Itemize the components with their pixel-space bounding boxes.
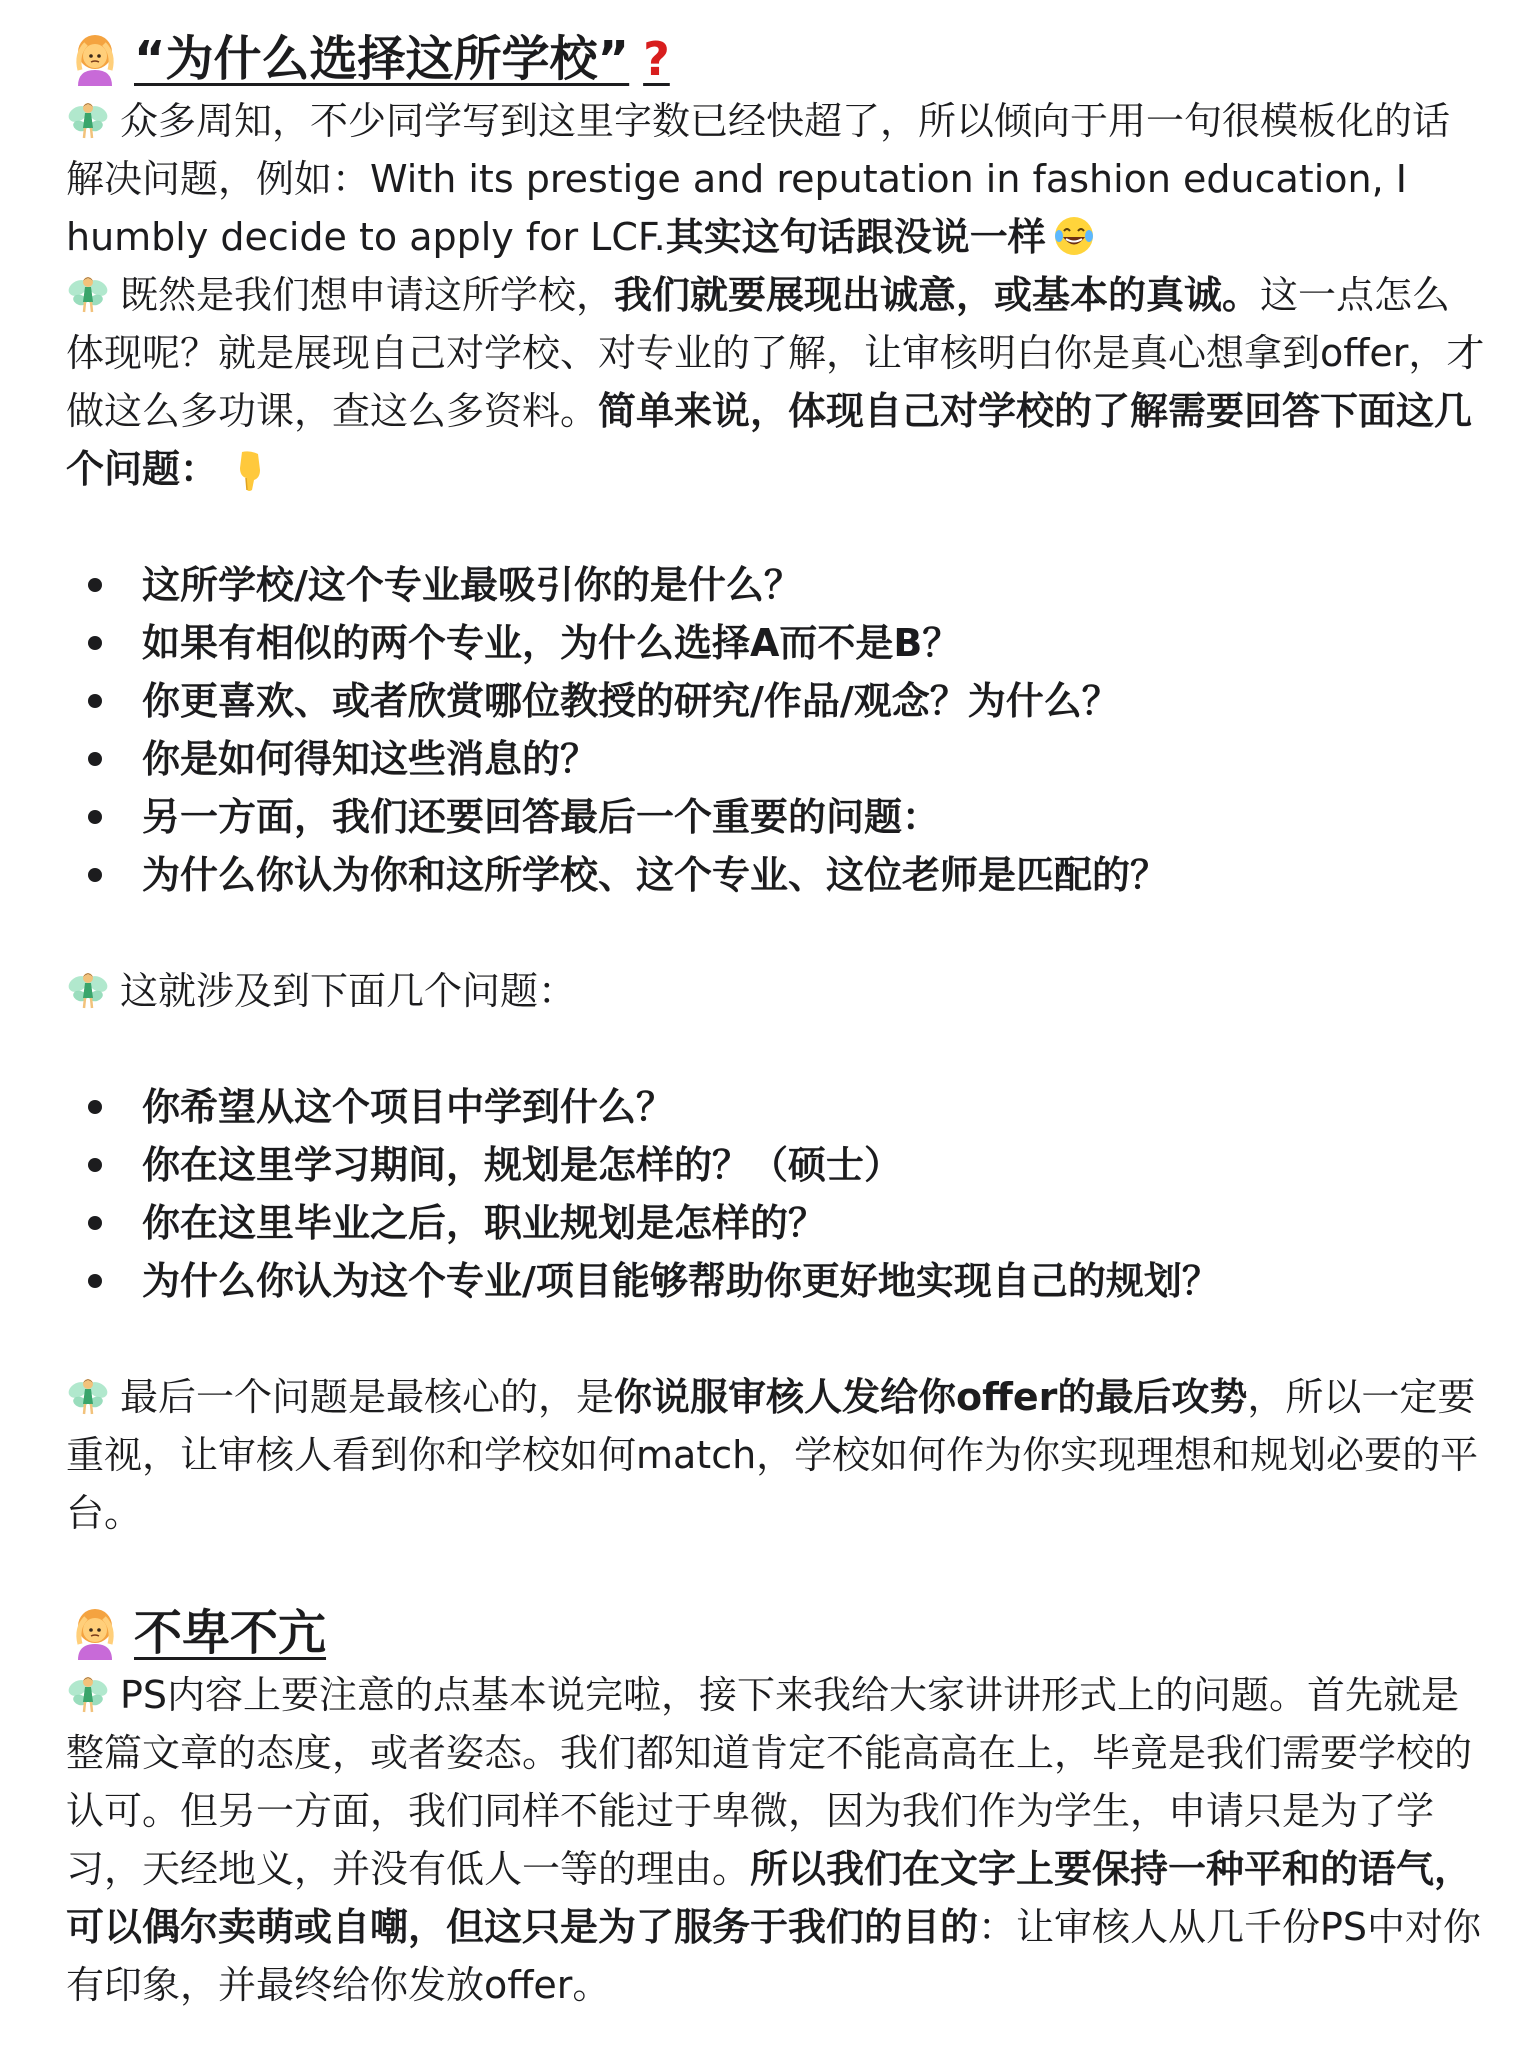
list-item: 这所学校/这个专业最吸引你的是什么？ — [66, 556, 1486, 614]
document — [66, 26, 1486, 2014]
tears-of-joy-icon — [1052, 214, 1096, 258]
list-item: 为什么你认为你和这所学校、这个专业、这位老师是匹配的？ — [66, 846, 1486, 904]
list-item: 另一方面，我们还要回答最后一个重要的问题： — [66, 788, 1486, 846]
paragraph: 最后一个问题是最核心的，是你说服审核人发给你offer的最后攻势，所以一定要重视，让审核人看到你和学校如何match，学校如何作为你实现理想和规划必要的平台。 — [66, 1375, 1479, 1535]
paragraph: 这就涉及到下面几个问题： — [66, 962, 1486, 1020]
list-item: 为什么你认为这个专业/项目能够帮助你更好地实现自己的规划？ — [66, 1252, 1486, 1310]
paragraph: 既然是我们想申请这所学校，我们就要展现出诚意，或基本的真诚。这一点怎么体现呢？就是展现自己对学校、对专业的了解，让审核明白你是真心想拿到offer，才做这么多功课，查这么多资料。简单来说，体现自己对学校的了解需要回答下面这几个问题： — [66, 273, 1485, 491]
fairy-icon — [66, 1672, 110, 1716]
question-list — [66, 556, 1486, 904]
fairy-icon — [66, 1374, 110, 1418]
fairy-icon — [66, 98, 110, 142]
woman-facepalming-icon — [66, 30, 124, 88]
list-item: 如果有相似的两个专业，为什么选择A而不是B？ — [66, 614, 1486, 672]
question-list — [66, 1078, 1486, 1310]
list-item: 你在这里毕业之后，职业规划是怎样的？ — [66, 1194, 1486, 1252]
section-heading-attitude — [66, 1600, 1486, 1666]
fairy-icon — [66, 272, 110, 316]
paragraph: PS内容上要注意的点基本说完啦，接下来我给大家讲讲形式上的问题。首先就是整篇文章的态度，或者姿态。我们都知道肯定不能高高在上，毕竟是我们需要学校的认可。但另一方面，我们同样不能过于卑微，因为我们作为学生，申请只是为了学习，天经地义，并没有低人一等的理由。所以我们在文字上要保持一种平和的语气，可以偶尔卖萌或自嘲，但这只是为了服务于我们的目的：让审核人从几千份PS中对你有印象，并最终给你发放offer。 — [66, 1673, 1482, 2007]
list-item: 你更喜欢、或者欣赏哪位教授的研究/作品/观念？为什么？ — [66, 672, 1486, 730]
heading-title: 不卑不亢 — [134, 1605, 327, 1661]
list-item: 你希望从这个项目中学到什么？ — [66, 1078, 1486, 1136]
question-mark-icon: ? — [643, 32, 670, 86]
paragraph: 众多周知，不少同学写到这里字数已经快超了，所以倾向于用一句很模板化的话解决问题，例如：With its prestige and reputation in fashion education, I humbly decide to apply for LCF.其实这句话跟没说一样 — [66, 99, 1451, 259]
list-item: 你是如何得知这些消息的？ — [66, 730, 1486, 788]
woman-facepalming-icon — [66, 1604, 124, 1662]
list-item: 你在这里学习期间，规划是怎样的？（硕士） — [66, 1136, 1486, 1194]
section-heading-why-school — [66, 26, 1486, 92]
heading-title: “为什么选择这所学校” — [134, 31, 630, 87]
fairy-icon — [66, 968, 110, 1012]
pointing-down-icon — [232, 448, 268, 492]
